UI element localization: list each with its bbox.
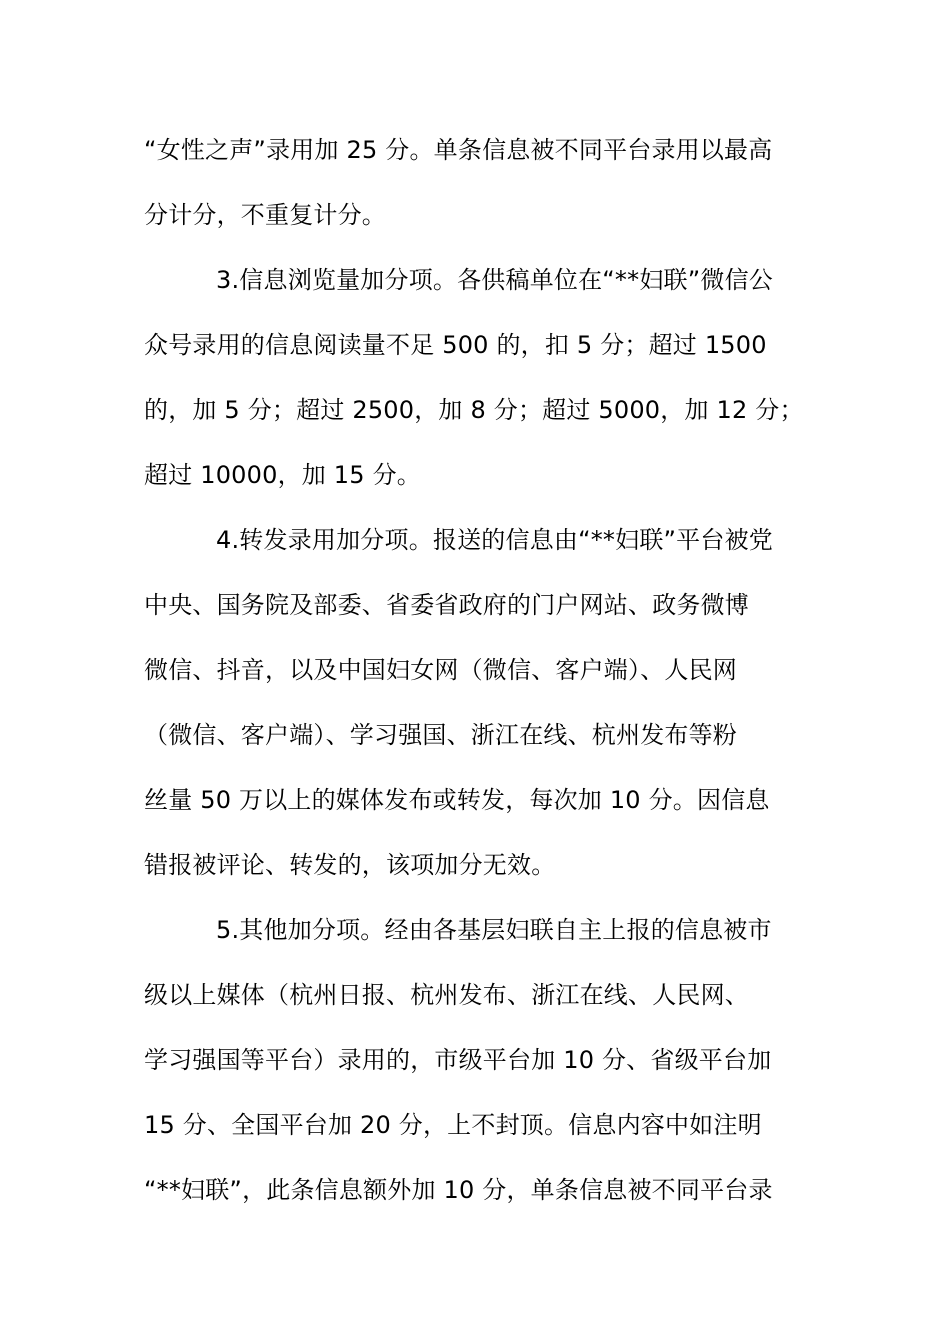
text-line-12: 错报被评论、转发的，该项加分无效。 bbox=[144, 851, 556, 879]
text-line-2: 分计分，不重复计分。 bbox=[144, 201, 386, 229]
text-line-14: 级以上媒体（杭州日报、杭州发布、浙江在线、人民网、 bbox=[144, 981, 749, 1009]
item-3-heading-line: 3.信息浏览量加分项。各供稿单位在“**妇联”微信公 bbox=[216, 266, 773, 294]
text-line-16: 15 分、全国平台加 20 分，上不封顶。信息内容中如注明 bbox=[144, 1111, 762, 1139]
document-body bbox=[144, 118, 834, 1223]
text-line-4: 众号录用的信息阅读量不足 500 的，扣 5 分；超过 1500 bbox=[144, 331, 767, 359]
text-line-11: 丝量 50 万以上的媒体发布或转发，每次加 10 分。因信息 bbox=[144, 786, 770, 814]
item-4-heading-line: 4.转发录用加分项。报送的信息由“**妇联”平台被党 bbox=[216, 526, 773, 554]
text-line-8: 中央、国务院及部委、省委省政府的门户网站、政务微博 bbox=[144, 591, 749, 619]
item-5-heading-line: 5.其他加分项。经由各基层妇联自主上报的信息被市 bbox=[216, 916, 772, 944]
text-line-6: 超过 10000，加 15 分。 bbox=[144, 461, 421, 489]
text-line-10: （微信、客户端）、学习强国、浙江在线、杭州发布等粉 bbox=[144, 721, 737, 749]
text-line-17: “**妇联”，此条信息额外加 10 分，单条信息被不同平台录 bbox=[144, 1176, 773, 1204]
text-line-1: “女性之声”录用加 25 分。单条信息被不同平台录用以最高 bbox=[144, 136, 773, 164]
text-line-5: 的，加 5 分；超过 2500，加 8 分；超过 5000，加 12 分； bbox=[144, 396, 804, 424]
text-line-15: 学习强国等平台）录用的，市级平台加 10 分、省级平台加 bbox=[144, 1046, 772, 1074]
text-line-9: 微信、抖音，以及中国妇女网（微信、客户端）、人民网 bbox=[144, 656, 737, 684]
